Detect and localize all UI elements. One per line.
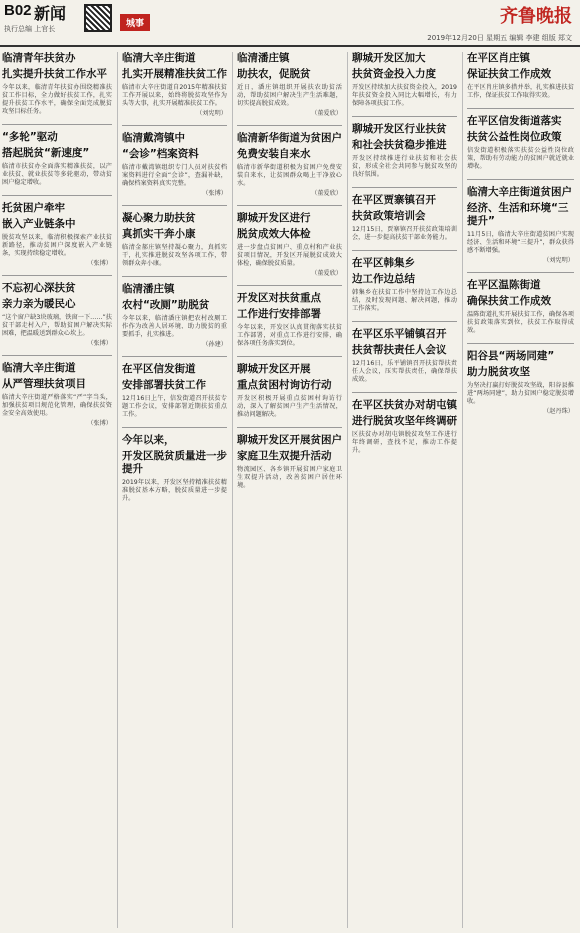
article-headline-line1: 聊城开发区行业扶贫 [352,123,447,135]
article[interactable] [2,52,112,116]
article-headline-line2: 从严管理扶贫项目 [2,378,86,390]
section-number: B02 [4,2,32,19]
article-headline-line1: 在平区温陈街道 [467,279,541,291]
article-divider [122,356,227,357]
article[interactable] [237,434,342,490]
article-body: 今年以来，临清青年扶贫办围绕精准扶贫工作目标，全力做好扶贫工作，扎实提升扶贫工作水平，确保全面完成脱贫攻坚目标任务。 [2,84,112,115]
article-headline-line2: 农村“改厕”助脱贫 [122,299,210,311]
article[interactable] [122,434,227,503]
dateline: 2019年12月20日 星期五 编辑 李建 组版 郑文 [427,34,572,42]
article-byline: （董爱欣） [311,270,342,277]
column-2 [117,52,227,928]
article-headline-line2: 助扶农，促脱贫 [237,68,311,80]
article-body: 韩集乡在扶贫工作中坚持边工作边总结，及时发现问题、解决问题，推动工作落实。 [352,289,457,312]
article-body: “这个窗户缺3块玻璃，铁窗一下……”扶贫干部走村入户，帮助贫困户解决实际困难，把温暖送到群众心坎上。 [2,314,112,337]
article-headline-line2: 家庭卫生双提升活动 [237,450,332,462]
article-headline-line1: 在平区乐平铺镇召开 [352,328,447,340]
article[interactable] [2,362,112,427]
article-headline-line2: 经济、生活和环境“三提升” [467,202,569,227]
article[interactable] [237,52,342,117]
article-body: 进一步盘点贫困户、重点村和产业扶贫项目情况，开发区开展脱贫成效大体检，确保脱贫质量。 [237,244,342,267]
article[interactable] [467,52,574,100]
article-headline-line1: 聊城开发区进行 [237,212,311,224]
article-divider [237,427,342,428]
article[interactable] [122,363,227,419]
article-body: 脱贫攻坚以来，临清积极探索产业扶贫新路径，推动贫困户深度嵌入产业链条，实现持续稳定增收。 [2,234,112,257]
article-byline: （张博） [202,190,227,197]
article-headline-line1: 在平区肖庄镇 [467,52,530,64]
article-divider [352,187,457,188]
article-body: 12月16日上午，信发街道召开扶贫专题工作会议，安排部署近期扶贫重点工作。 [122,395,227,418]
article-headline-line2: 确保扶贫工作成效 [467,295,551,307]
article-headline-line2: 免费安装自来水 [237,148,311,160]
article-headline-line2: 助力脱贫攻坚 [467,366,530,378]
article-body: 在平区肖庄镇多措并举，扎实推进扶贫工作，保证扶贫工作取得实效。 [467,84,574,99]
article[interactable] [122,212,227,268]
article-headline-line1: 在平区韩集乡 [352,257,415,269]
article-headline-line1: 临清潘庄镇 [122,283,175,295]
article[interactable] [237,212,342,277]
article-divider [467,343,574,344]
article-headline-line2: 进行脱贫攻坚年终调研 [352,415,457,427]
article-body: 2019年以来，开发区坚持精准扶贫精准脱贫基本方略，脱贫质量进一步提升。 [122,479,227,502]
article[interactable] [237,132,342,197]
article-headline-line2: 和社会扶贫稳步推进 [352,139,447,151]
article-byline: （刘宪明） [543,257,574,264]
article-divider [122,125,227,126]
article-body: 开发区积极开展重点贫困村询访行动，深入了解贫困户生产生活情况，推动问题解决。 [237,395,342,418]
article-divider [237,125,342,126]
article-headline-line1: 聊城开发区加大 [352,52,426,64]
qr-code [84,4,112,32]
article-body: 温陈街道扎实开展扶贫工作，确保各项扶贫政策落实到位，扶贫工作取得成效。 [467,311,574,334]
article-headline-line1: 在平区贾寨镇召开 [352,194,436,206]
article-byline: （赵丹珠） [543,408,574,415]
article-headline-line1: 托贫困户牵牢 [2,202,65,214]
article-divider [122,427,227,428]
article-headline-line2: “会诊”档案资料 [122,148,199,160]
article-headline-line2: 扎实提升扶贫工作水平 [2,68,107,80]
article[interactable] [352,194,457,242]
column-5 [462,52,574,928]
article[interactable] [467,115,574,171]
article-headline-line1: 开发区对扶贫重点 [237,292,321,304]
article-body: 开发区持续推进行业扶贫和社会扶贫，形成全社会共同参与脱贫攻坚的良好氛围。 [352,155,457,178]
article-body: 信发街道积极落实扶贫公益性岗位政策，帮助有劳动能力的贫困户就近就业增收。 [467,147,574,170]
article-headline-line2: 扶贫帮扶责任人会议 [352,344,447,356]
article-headline-line1: 临清大辛庄街道贫困户 [467,186,572,198]
article-body: 临清市大辛庄街道自2015年精准扶贫工作开展以来，始终将脱贫攻坚作为头等大事，扎实开展精准扶贫工作。 [122,84,227,107]
article-body: 12月15日，贾寨镇召开扶贫政策培训会，进一步提高扶贫干部业务能力。 [352,226,457,241]
article-divider [2,195,112,196]
editors-line: 执行总编 上官长 [4,25,56,33]
article-headline-line2: 重点贫困村询访行动 [237,379,332,391]
article-divider [2,355,112,356]
article-headline-line2: 安排部署扶贫工作 [122,379,206,391]
column-4 [347,52,457,928]
article-body: 物流园区、各乡镇开展贫困户家庭卫生双提升活动，改善贫困户居住环境。 [237,466,342,489]
article-headline-line1: 聊城开发区开展贫困户 [237,434,342,446]
article-byline: （董爱欣） [311,110,342,117]
brand-logo: 齐鲁晚报 [500,6,572,27]
article[interactable] [352,257,457,313]
article-divider [237,205,342,206]
column-3 [232,52,342,928]
article[interactable] [352,123,457,179]
article-divider [352,392,457,393]
article-headline-line1: 临清大辛庄街道 [2,362,76,374]
article-headline-line2: 亲力亲为暖民心 [2,298,76,310]
article-body: 临清市扶贫办全面落实精准扶贫，以产业扶贫、就业扶贫等多轮驱动，带动贫困户稳定增收。 [2,163,112,186]
article[interactable] [237,363,342,419]
article-byline: （刘宪明） [196,110,227,117]
article-headline-line1: 临清青年扶贫办 [2,52,76,64]
column-1 [2,52,112,928]
article-divider [352,116,457,117]
article-body: 开发区持续加大扶贫资金投入，2019年扶贫资金投入同比大幅增长，有力保障各项扶贫工作。 [352,84,457,107]
article-headline-line1: 在平区扶贫办对胡屯镇 [352,399,457,411]
article[interactable] [2,131,112,187]
article-headline-line2: 工作进行安排部署 [237,308,321,320]
article-body: 临清市戴湾镇组织专门人员对扶贫档案资料进行全面“会诊”，查漏补缺，确保档案资料真实完整。 [122,164,227,187]
article-headline-line2: 边工作边总结 [352,273,415,285]
article-headline-line1: 不忘初心深扶贫 [2,282,76,294]
article[interactable] [352,399,457,455]
article-headline-line1: 阳谷县“两场同建” [467,350,555,362]
article-body: 12月16日，乐平铺镇召开扶贫帮扶责任人会议，压实帮扶责任，确保帮扶成效。 [352,360,457,383]
article[interactable] [122,132,227,197]
article-body: 11月5日，临清大辛庄街道贫困户实现经济、生活和环境“三提升”，群众获得感不断增强。 [467,231,574,254]
article[interactable] [2,202,112,267]
article-body: 今年以来，临清潘庄镇把农村改厕工作作为改善人居环境、助力脱贫的重要抓手，扎实推进。 [122,315,227,338]
article-byline: （孙建） [202,341,227,348]
article-body: 近日，潘庄镇组织开展扶农助贫活动，帮助贫困户解决生产生活难题，切实提高脱贫成效。 [237,84,342,107]
article[interactable] [467,350,574,415]
article-headline-line2: 开发区脱贫质量进一步提升 [122,450,227,475]
article-body: 临清金郝庄镇坚持凝心聚力，真抓实干，扎实推进脱贫攻坚各项工作，带领群众奔小康。 [122,244,227,267]
article-headline-line1: 临清新华街道为贫困户 [237,132,342,144]
article-headline-line1: 凝心聚力助扶贫 [122,212,196,224]
article-headline-line1: “多轮”驱动 [2,131,58,143]
article-headline-line2: 真抓实干奔小康 [122,228,196,240]
article-divider [467,272,574,273]
section-tag: 城事 [120,14,150,31]
article-headline-line2: 扎实开展精准扶贫工作 [122,68,227,80]
article-headline-line2: 嵌入产业链条中 [2,218,76,230]
article[interactable] [467,186,574,264]
article-byline: （张博） [87,420,112,427]
article-byline: （董爱欣） [311,190,342,197]
article-headline-line2: 脱贫成效大体检 [237,228,311,240]
article-divider [122,276,227,277]
article-body: 为坚决打赢打好脱贫攻坚战，阳谷县推进“两场同建”，助力贫困户稳定脱贫增收。 [467,382,574,405]
article-headline-line1: 聊城开发区开展 [237,363,311,375]
article-body: 临清大辛庄街道严格落实“严”字当头，加强扶贫项目规范化管理，确保扶贫资金安全高效使用。 [2,394,112,417]
masthead [0,0,580,46]
article-divider [237,356,342,357]
article[interactable] [2,282,112,347]
article-divider [467,179,574,180]
article-divider [122,205,227,206]
article-divider [352,250,457,251]
article[interactable] [122,283,227,348]
header-rule [0,45,580,47]
article-headline-line1: 临清潘庄镇 [237,52,290,64]
article-headline-line2: 扶贫资金投入力度 [352,68,436,80]
section-title: 新闻 [34,4,67,23]
article-headline-line1: 临清戴湾镇中 [122,132,185,144]
article-byline: （张博） [87,260,112,267]
article[interactable] [467,279,574,335]
article-divider [467,108,574,109]
article-headline-line2: 保证扶贫工作成效 [467,68,551,80]
article-headline-line2: 扶贫政策培训会 [352,210,426,222]
article[interactable] [352,328,457,384]
article-headline-line1: 在平区信发街道 [122,363,196,375]
article-body: 今年以来，开发区认真贯彻落实扶贫工作部署，对重点工作进行安排，确保各项任务落实到位。 [237,324,342,347]
article-divider [352,321,457,322]
article[interactable] [352,52,457,108]
article[interactable] [237,292,342,348]
article[interactable] [122,52,227,117]
article-divider [2,275,112,276]
article-body: 临清市新华街道积极为贫困户免费安装自来水，让贫困群众喝上干净放心水。 [237,164,342,187]
article-divider [2,124,112,125]
article-headline-line1: 在平区信发街道落实 [467,115,562,127]
article-divider [237,285,342,286]
article-byline: （张博） [87,340,112,347]
article-headline-line1: 今年以来， [122,434,175,446]
article-headline-line2: 搭起脱贫“新速度” [2,147,90,159]
article-body: 区扶贫办对胡屯镇脱贫攻坚工作进行年终调研，查找不足，推动工作提升。 [352,431,457,454]
article-headline-line2: 扶贫公益性岗位政策 [467,131,562,143]
article-headline-line1: 临清大辛庄街道 [122,52,196,64]
